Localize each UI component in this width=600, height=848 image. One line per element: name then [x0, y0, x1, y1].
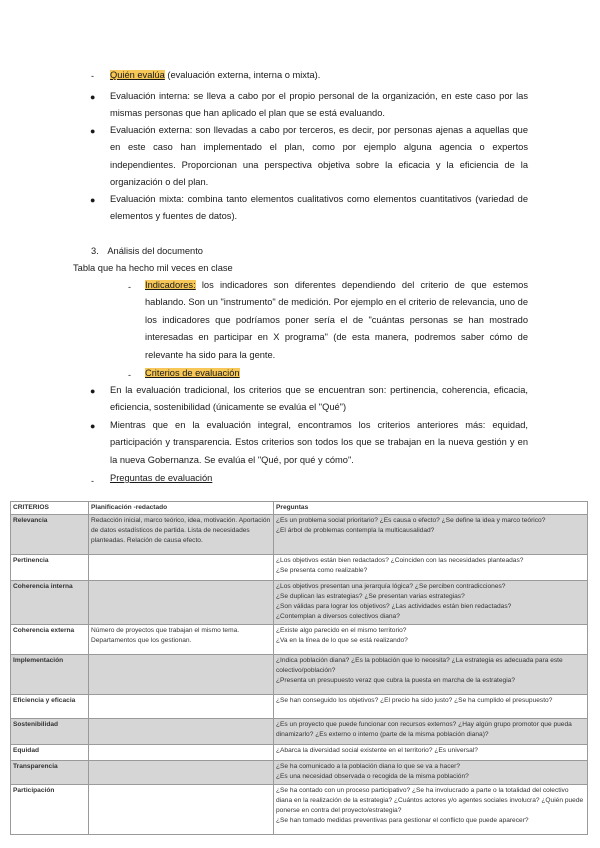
cell-criterio: Pertinencia: [11, 555, 89, 581]
table-row: [11, 515, 588, 555]
cell-criterio: Transparencia: [11, 761, 89, 785]
header-preguntas: Preguntas: [274, 502, 588, 515]
quien-evalua-label: Quién evalúa: [110, 70, 165, 80]
cell-planificacion: Número de proyectos que trabajan el mismo tema. Departamentos que los gestionan.: [89, 625, 274, 655]
preguntas-heading: [110, 470, 212, 488]
cell-criterio: Sostenibilidad: [11, 719, 89, 745]
cell-planificacion: [89, 695, 274, 719]
table-row: [11, 785, 588, 835]
table-row: [11, 695, 588, 719]
cell-criterio: Coherencia interna: [11, 581, 89, 625]
dash-marker: -: [91, 476, 94, 486]
section-heading: [91, 243, 203, 261]
indicadores-text: los indicadores son diferentes dependiendo del criterio de que estemos hablando. Son un "instrumento" de medición. Por ejemplo en el criterio de relevancia, uno de los indicadores que podríamos poner sería el de "cuántas personas se han mostrado interesadas en participar en X programa" (de esta manera, podremos saber cómo de relevante ha sido para la gente.: [145, 280, 528, 360]
cell-preguntas: [274, 695, 588, 719]
table-row: [11, 625, 588, 655]
cell-preguntas: [274, 761, 588, 785]
cell-criterio: Eficiencia y eficacia: [11, 695, 89, 719]
question: ¿Se han conseguido los objetivos? ¿El precio ha sido justo? ¿Se ha cumplido el presupuesto?: [276, 697, 553, 704]
bullet-icon: ●: [90, 195, 96, 205]
cell-planificacion: Redacción inicial, marco teórico, idea, motivación. Aportación de datos estadísticos de partida. Lista de necesidades planteadas. Relación de causa efecto.: [89, 515, 274, 555]
cell-criterio: Equidad: [11, 745, 89, 761]
bullet-evaluacion-integral: Mientras que en la evaluación integral, encontramos los criterios anteriores más: equidad, participación y transparencia. Estos criterios son todos los que se trabajan en la nueva gestión y en la nueva Gobernanza. Se evalúa el "Qué, por qué y cómo".: [110, 420, 528, 465]
cell-planificacion: [89, 655, 274, 695]
question: ¿Presenta un presupuesto veraz que cubra la puesta en marcha de la estrategia?: [276, 677, 515, 684]
cell-planificacion: [89, 555, 274, 581]
question: ¿Va en la línea de lo que se está realizando?: [276, 637, 408, 644]
bullet-icon: ●: [90, 92, 96, 102]
bullet-evaluacion-tradicional: En la evaluación tradicional, los criterios que se encuentran son: pertinencia, coherencia, eficacia, eficiencia, sostenibilidad (únicamente se evalúa el "Qué"): [110, 385, 528, 413]
indicadores-label: Indicadores:: [145, 280, 196, 290]
table-header-row: [11, 502, 588, 515]
quien-evalua-line: [110, 67, 320, 85]
cell-planificacion: [89, 745, 274, 761]
cell-preguntas: [274, 655, 588, 695]
cell-criterio: Participación: [11, 785, 89, 835]
cell-planificacion: [89, 785, 274, 835]
quien-evalua-text: (evaluación externa, interna o mixta).: [164, 70, 321, 80]
table-row: [11, 761, 588, 785]
table-row: [11, 655, 588, 695]
cell-preguntas: [274, 515, 588, 555]
bullet-evaluacion-mixta: Evaluación mixta: combina tanto elementos cualitativos como elementos cuantitativos (variedad de elementos y fuentes de datos).: [110, 194, 528, 222]
question: ¿Es un problema social prioritario? ¿Es causa o efecto? ¿Se define la idea y marco teórico?: [276, 517, 546, 524]
cell-criterio: Implementación: [11, 655, 89, 695]
criterios-label: Criterios de evaluación: [145, 368, 240, 378]
dash-marker: -: [91, 71, 94, 81]
cell-criterio: Coherencia externa: [11, 625, 89, 655]
question: ¿Se presenta como realizable?: [276, 567, 368, 574]
cell-preguntas: [274, 581, 588, 625]
class-note: Tabla que ha hecho mil veces en clase: [73, 263, 233, 273]
cell-planificacion: [89, 761, 274, 785]
question: ¿El árbol de problemas contempla la multicausalidad?: [276, 527, 435, 534]
table-row: [11, 745, 588, 761]
bullet-evaluacion-interna: Evaluación interna: se lleva a cabo por el propio personal de la organización, en este caso por las mismas personas que han aplicado el plan que se está evaluando.: [110, 91, 528, 119]
cell-planificacion: [89, 581, 274, 625]
cell-preguntas: [274, 625, 588, 655]
question: ¿Indica población diana? ¿Es la población que lo necesita? ¿La estrategia es adecuada para este colectivo/población?: [276, 657, 563, 674]
criteria-table: [10, 501, 588, 835]
cell-preguntas: [274, 555, 588, 581]
question: ¿Se ha comunicado a la población diana lo que se va a hacer?: [276, 763, 461, 770]
cell-criterio: Relevancia: [11, 515, 89, 555]
question: ¿Existe algo parecido en el mismo territorio?: [276, 627, 407, 634]
question: ¿Los objetivos están bien redactados? ¿Coinciden con las necesidades planteadas?: [276, 557, 524, 564]
bullet-icon: ●: [90, 421, 96, 431]
dash-marker: -: [128, 282, 131, 292]
header-planificacion: Planificación -redactado: [89, 502, 274, 515]
cell-planificacion: [89, 719, 274, 745]
preguntas-label: Preguntas de evaluación: [110, 473, 213, 483]
bullet-icon: ●: [90, 386, 96, 396]
header-criterios: CRITERIOS: [11, 502, 89, 515]
question: ¿Es un proyecto que puede funcionar con recursos externos? ¿Hay algún grupo promotor que pueda dinamizarlo? ¿Es externo o interno (parte de la misma población diana)?: [276, 721, 572, 738]
indicadores-paragraph: [145, 277, 528, 364]
cell-preguntas: [274, 785, 588, 835]
question: ¿Contemplan a diversos colectivos diana?: [276, 613, 400, 620]
cell-preguntas: [274, 719, 588, 745]
table-row: [11, 719, 588, 745]
question: ¿Se duplican las estrategias? ¿Se presentan varias estrategias?: [276, 593, 465, 600]
table-row: [11, 581, 588, 625]
question: ¿Se ha contado con un proceso participativo? ¿Se ha involucrado a parte o la totalidad del colectivo diana en la realización de la estrategia? ¿Cuántos actores y/o agentes sociales involucra? ¿Quién puede ponerse en contra del proyecto/estrategia?: [276, 787, 584, 814]
question: ¿Se han tomado medidas preventivas para gestionar el conflicto que puede aparecer?: [276, 817, 529, 824]
question: ¿Los objetivos presentan una jerarquía lógica? ¿Se perciben contradicciones?: [276, 583, 506, 590]
cell-preguntas: [274, 745, 588, 761]
question: ¿Abarca la diversidad social existente en el territorio? ¿Es universal?: [276, 747, 478, 754]
question: ¿Es una necesidad observada o recogida de la misma población?: [276, 773, 469, 780]
bullet-evaluacion-externa: Evaluación externa: son llevadas a cabo por terceros, es decir, por personas ajenas a aquellas que en este caso han implementado el plan, como por ejemplo alguna agencia o expertos independientes. Proporcionan una perspectiva objetiva sobre la eficacia y la eficiencia de la organización o del plan.: [110, 125, 528, 188]
question: ¿Son válidas para lograr los objetivos? ¿Las actividades están bien redactadas?: [276, 603, 512, 610]
table-row: [11, 555, 588, 581]
section-number: 3.: [91, 246, 99, 256]
dash-marker: -: [128, 370, 131, 380]
bullet-icon: ●: [90, 126, 96, 136]
section-title: Análisis del documento: [107, 246, 203, 256]
criterios-heading: [145, 365, 240, 383]
